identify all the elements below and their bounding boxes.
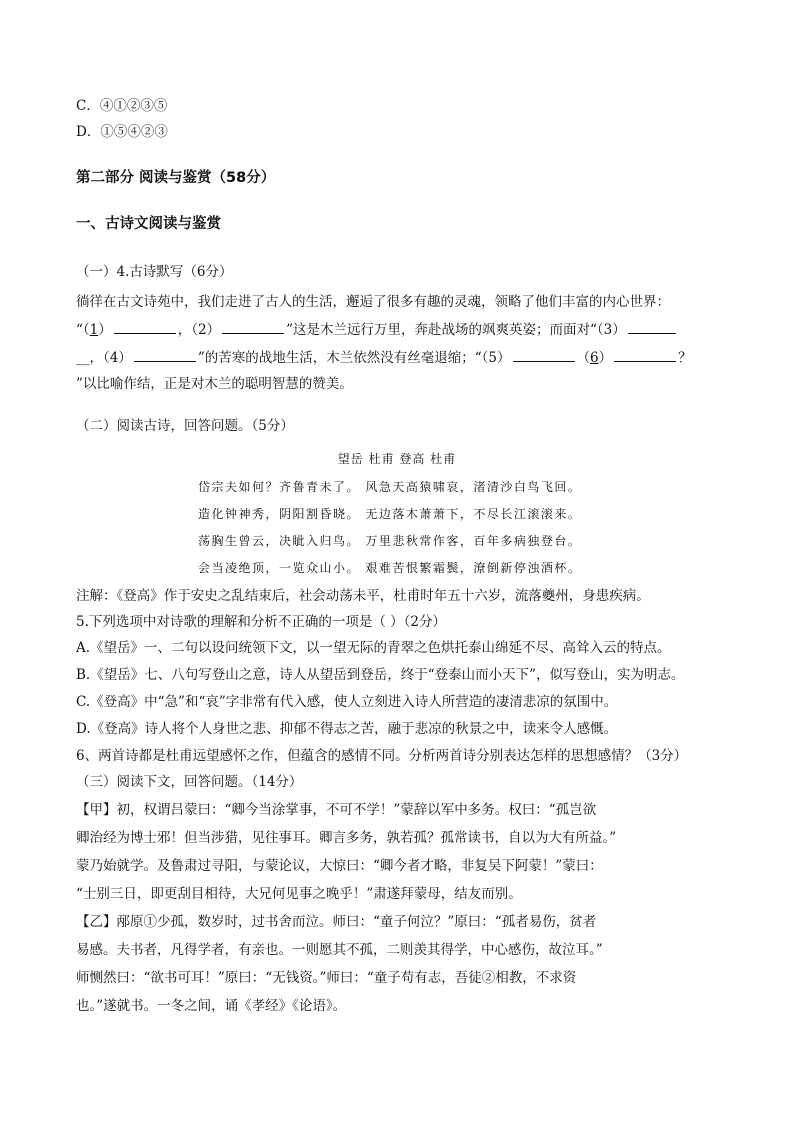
q5-option-c: C.《登高》中“急”和“哀”字非常有代入感，使人立刻进入诗人所营造的凄清悲凉的氛围中。 bbox=[76, 694, 618, 710]
q4-header: （一）4.古诗默写（6分） bbox=[76, 264, 233, 280]
q4-text: ”这是木兰远行万里，奔赴战场的飒爽英姿；而面对“（3） bbox=[286, 322, 626, 338]
option-d: D．①⑤④②③ bbox=[76, 124, 168, 140]
passage-line: 蒙乃始就学。及鲁肃过寻阳，与蒙论议，大惊曰：“卿今者才略，非复吴下阿蒙！”蒙曰： bbox=[76, 858, 603, 874]
passage-line: “士别三日，即更刮目相待，大兄何见事之晚乎！”肃遂拜蒙母，结友而别。 bbox=[76, 886, 522, 902]
q4-text: ） bbox=[98, 322, 112, 338]
section-title: 一、古诗文阅读与鉴赏 bbox=[76, 216, 221, 232]
q4-text: ”的苦寒的战地生活，木兰依然没有丝毫退缩；“（5） bbox=[197, 350, 511, 366]
answer-blank[interactable] bbox=[614, 348, 676, 362]
q4-line4: ”以比喻作结，正是对木兰的聪明智慧的赞美。 bbox=[76, 376, 353, 392]
q4-text: ） bbox=[598, 350, 613, 366]
poem-line: 造化钟神秀，阴阳割昏晓。 无边落木萧萧下，不尽长江滚滚来。 bbox=[198, 507, 582, 521]
q4-text: ，（2） bbox=[177, 322, 221, 338]
answer-blank[interactable] bbox=[628, 320, 676, 334]
q4-line3 bbox=[76, 348, 692, 368]
answer-blank[interactable] bbox=[222, 320, 284, 334]
part-title: 第二部分 阅读与鉴赏（58分） bbox=[76, 170, 276, 186]
q5-option-a: A.《望岳》一、二句以设问统领下文，以一望无际的青翠之色烘托泰山绵延不尽、高耸入云的特点。 bbox=[76, 640, 671, 656]
passage-line: 【乙】邴原①少孤，数岁时，过书舍而泣。师曰：“童子何泣？”原曰：“孤者易伤，贫者 bbox=[76, 914, 597, 930]
q4-text: ？ bbox=[678, 350, 692, 366]
option-c: C．④①②③⑤ bbox=[76, 98, 168, 114]
poem-title: 望岳 杜甫 登高 杜甫 bbox=[337, 452, 457, 466]
answer-blank[interactable] bbox=[134, 348, 196, 362]
passage-line: 易感。夫书者，凡得学者，有亲也。一则愿其不孤，二则羡其得学，中心感伤，故泣耳。” bbox=[76, 942, 603, 958]
q5-option-b: B.《望岳》七、八句写登山之意，诗人从望岳到登岳，终于“登泰山而小天下”，似写登山，实为明志。 bbox=[76, 667, 685, 683]
poem-line: 会当凌绝顶，一览众山小。 艰难苦恨繁霜鬓，潦倒新停浊酒杯。 bbox=[198, 561, 582, 575]
answer-blank[interactable] bbox=[513, 348, 575, 362]
q4-text: “（ bbox=[76, 322, 90, 338]
q4-num: 1 bbox=[89, 322, 99, 338]
q6-question: 6、两首诗都是杜甫远望感怀之作，但蕴含的感情不同。分析两首诗分别表达怎样的思想感情？（3分） bbox=[76, 748, 688, 764]
q4-text: （ bbox=[576, 350, 590, 366]
answer-blank[interactable] bbox=[114, 320, 176, 334]
q4-line2 bbox=[76, 320, 678, 340]
q3-section-header: （三）阅读下文，回答问题。（14分） bbox=[76, 774, 303, 790]
poem-note: 注解：《登高》作于安史之乱结束后，社会动荡未平，杜甫时年五十六岁，流落夔州，身患疾病。 bbox=[76, 588, 650, 604]
q4-text: __，（4） bbox=[76, 350, 132, 366]
passage-line: 也。”遂就书。一冬之间，诵《孝经》《论语》。 bbox=[76, 998, 347, 1014]
q5-question: 5.下列选项中对诗歌的理解和分析不正确的一项是（ ）（2分） bbox=[76, 614, 447, 630]
q5-section-header: （二）阅读古诗，回答问题。（5分） bbox=[76, 418, 294, 434]
passage-line: 卿治经为博士邪！但当涉猎，见往事耳。卿言多务，孰若孤？孤常读书，自以为大有所益。” bbox=[76, 830, 617, 846]
poem-line: 荡胸生曾云，决眦入归鸟。 万里悲秋常作客，百年多病独登台。 bbox=[198, 534, 582, 548]
passage-line: 师恻然曰：“欲书可耳！”原曰：“无钱资。”师曰：“童子苟有志，吾徒②相教，不求资 bbox=[76, 970, 577, 986]
q4-intro: 徜徉在古文诗苑中，我们走进了古人的生活，邂逅了很多有趣的灵魂，领略了他们丰富的内心世界： bbox=[76, 294, 670, 310]
passage-line: 【甲】初，权谓吕蒙曰：“卿今当涂掌事，不可不学！”蒙辞以军中多务。权曰：“孤岂欲 bbox=[76, 802, 597, 818]
poem-line: 岱宗夫如何？齐鲁青未了。 风急天高猿啸哀，渚清沙白鸟飞回。 bbox=[198, 480, 582, 494]
q4-num: 6 bbox=[590, 350, 599, 366]
q5-option-d: D.《登高》诗人将个人身世之悲、抑郁不得志之苦，融于悲凉的秋景之中，读来令人感慨。 bbox=[76, 721, 618, 737]
